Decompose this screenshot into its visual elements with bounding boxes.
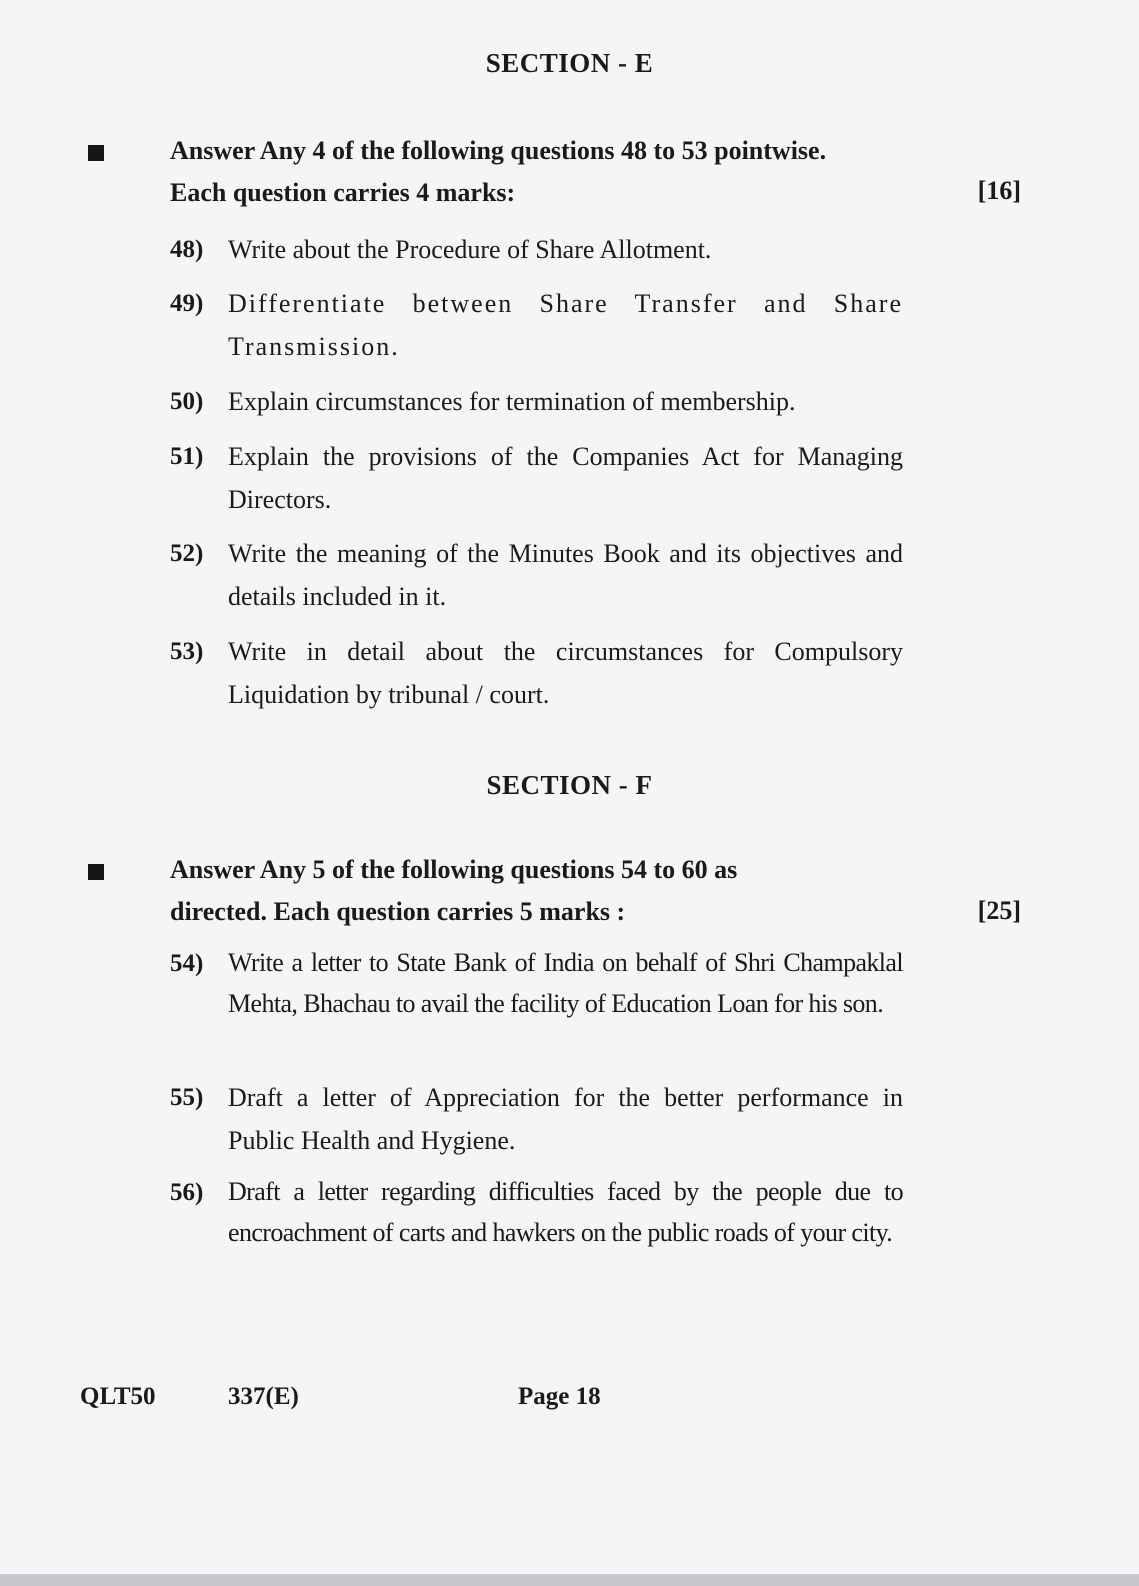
footer-code: QLT50 <box>80 1383 156 1410</box>
question-number: 50) <box>170 388 204 415</box>
section-e-instruction <box>170 130 960 214</box>
question-number: 55) <box>170 1084 204 1111</box>
footer-paper: 337(E) <box>228 1383 299 1410</box>
footer-page-number: Page 18 <box>518 1383 601 1410</box>
section-f-instruction-line1: Answer Any 5 of the following questions 54 to 60 as <box>170 855 738 884</box>
square-bullet-icon <box>88 145 104 161</box>
question-text: Write the meaning of the Minutes Book and its objectives and details included in it. <box>228 539 903 611</box>
question-number: 49) <box>170 290 204 317</box>
question-number: 56) <box>170 1179 204 1206</box>
section-e-marks: [16] <box>977 176 1021 205</box>
question-text: Write in detail about the circumstances for Compulsory Liquidation by tribunal / court. <box>228 637 903 709</box>
question-number: 51) <box>170 443 204 470</box>
section-f-instruction <box>170 849 960 933</box>
question-number: 48) <box>170 236 204 263</box>
section-f-instruction-line2: directed. Each question carries 5 marks : <box>170 897 626 926</box>
question-text: Draft a letter of Appreciation for the better performance in Public Health and Hygiene. <box>228 1083 903 1155</box>
square-bullet-icon <box>88 864 104 880</box>
question-number: 52) <box>170 540 204 567</box>
question-number: 54) <box>170 950 204 977</box>
question-text: Explain circumstances for termination of membership. <box>228 387 796 416</box>
section-f-marks: [25] <box>977 896 1021 925</box>
question-text: Write a letter to State Bank of India on behalf of Shri Champaklal Mehta, Bhachau to avail the facility of Education Loan for his son. <box>228 948 903 1018</box>
section-e-title: SECTION - E <box>485 48 654 78</box>
section-e-instruction-line2: Each question carries 4 marks: <box>170 178 516 207</box>
question-text: Explain the provisions of the Companies Act for Managing Directors. <box>228 442 903 514</box>
question-text: Write about the Procedure of Share Allotment. <box>228 235 712 264</box>
scan-edge <box>0 1574 1139 1586</box>
question-number: 53) <box>170 638 204 665</box>
section-f-title: SECTION - F <box>486 770 653 800</box>
question-text: Draft a letter regarding difficulties faced by the people due to encroachment of carts and hawkers on the public roads of your city. <box>228 1177 903 1247</box>
question-text: Differentiate between Share Transfer and Share Transmission. <box>228 289 903 361</box>
section-e-instruction-line1: Answer Any 4 of the following questions 48 to 53 pointwise. <box>170 136 827 165</box>
